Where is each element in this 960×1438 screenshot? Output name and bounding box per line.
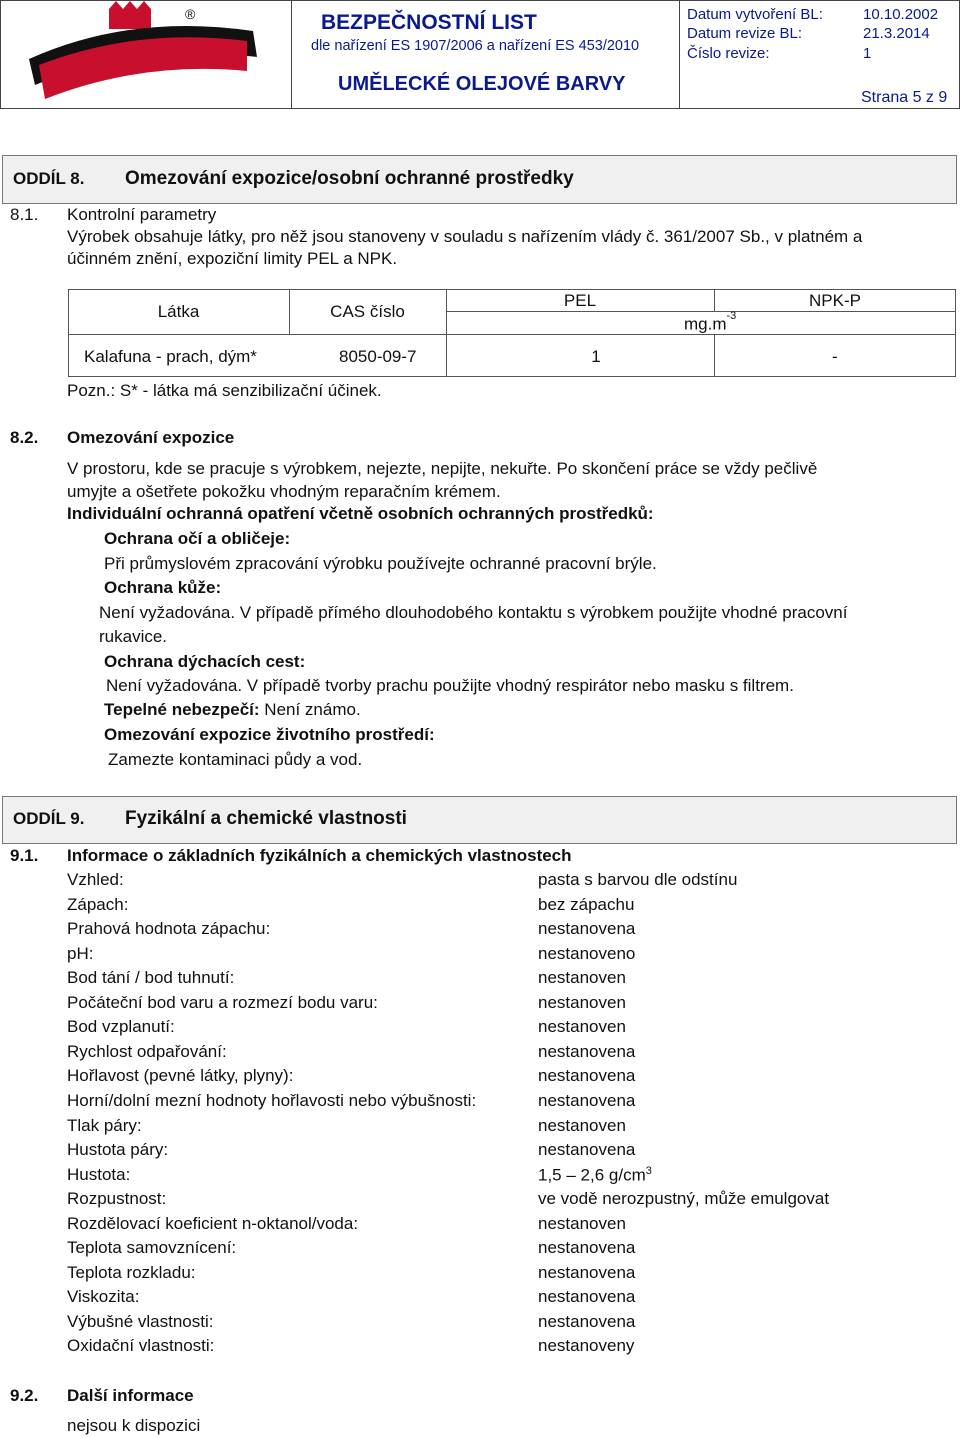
property-value: nestanovena (538, 1042, 636, 1061)
regulation-text: dle nařízení ES 1907/2006 a nařízení ES 453/2010 (311, 38, 640, 54)
property-value: 1,5 – 2,6 $g/cm^3$ (538, 1165, 652, 1185)
property-label: Rozdělovací koeficient n-oktanol/voda: (67, 1214, 359, 1233)
section-8-bar (2, 155, 957, 204)
property-value: nestanoven (538, 1214, 626, 1233)
property-label: Tlak páry: (67, 1116, 142, 1135)
col-header-npk: NPK-P (809, 291, 861, 310)
property-label: Oxidační vlastnosti: (67, 1336, 215, 1355)
property-label: Bod tání / bod tuhnutí: (67, 968, 235, 987)
section-9-title: Fyzikální a chemické vlastnosti (125, 808, 407, 829)
property-label: pH: (67, 944, 94, 963)
revised-label: Datum revize BL: (687, 25, 803, 42)
section-9-bar (2, 796, 957, 844)
property-value: nestanovena (538, 1287, 636, 1306)
svg-text:®: ® (185, 6, 196, 22)
svg-text:✦: ✦ (139, 73, 155, 93)
exposure-limits-table (68, 289, 956, 377)
document-header (0, 0, 960, 109)
subsection-8-1-title: Kontrolní parametry (67, 205, 217, 224)
property-value: ve vodě nerozpustný, může emulgovat (538, 1189, 830, 1208)
table-note: Pozn.: S* - látka má senzibilizační účinek. (67, 381, 382, 400)
subsection-8-1-text-1: Výrobek obsahuje látky, pro něž jsou stanoveny v souladu s nařízením vlády č. 361/2007 Sb., v platném a (67, 227, 863, 246)
unit-label: $mg.m^{-3}$ (684, 310, 737, 334)
property-value: nestanoven (538, 1116, 626, 1135)
revision-value: 1 (863, 45, 872, 62)
subsection-9-2-number: 9.2. (10, 1386, 39, 1405)
property-label: Rychlost odpařování: (67, 1042, 227, 1061)
property-label: Viskozita: (67, 1287, 140, 1306)
logo-cell (1, 1, 292, 108)
property-label: Rozpustnost: (67, 1189, 167, 1208)
property-value: nestanovena (538, 1066, 636, 1085)
skin-heading: Ochrana kůže: (104, 578, 222, 597)
subsection-9-1-number: 9.1. (10, 846, 39, 865)
property-label: Hořlavost (pevné látky, plyny): (67, 1066, 294, 1085)
property-label: Horní/dolní mezní hodnoty hořlavosti nebo výbušnosti: (67, 1091, 477, 1110)
revision-label: Číslo revize: (687, 45, 770, 62)
property-value: nestanoven (538, 993, 626, 1012)
eyes-heading: Ochrana očí a obličeje: (104, 529, 291, 548)
environment-heading: Omezování expozice životního prostředí: (104, 725, 435, 744)
subsection-8-2-text-2: umyjte a ošetřete pokožku vhodným reparačním krémem. (67, 482, 501, 501)
skin-text-2: rukavice. (99, 627, 168, 646)
property-label: Bod vzplanutí: (67, 1017, 175, 1036)
property-label: Hustota páry: (67, 1140, 169, 1159)
subsection-8-1-number: 8.1. (10, 205, 39, 224)
property-value: nestanovena (538, 1238, 636, 1257)
property-label: Vzhled: (67, 870, 124, 889)
property-value: pasta s barvou dle odstínu (538, 870, 738, 889)
property-label: Prahová hodnota zápachu: (67, 919, 271, 938)
property-value: nestanovena (538, 1263, 636, 1282)
subsection-9-2-title: Další informace (67, 1386, 194, 1405)
property-value: nestanoveno (538, 944, 636, 963)
subsection-8-1-text-2: účinném znění, expoziční limity PEL a NPK. (67, 249, 398, 268)
subsection-8-2-title: Omezování expozice (67, 428, 235, 447)
property-label: Výbušné vlastnosti: (67, 1312, 214, 1331)
subsection-8-2-number: 8.2. (10, 428, 39, 447)
ppe-heading: Individuální ochranná opatření včetně osobních ochranných prostředků: (67, 504, 654, 523)
section-8-number: ODDÍL 8. (13, 169, 85, 188)
property-label: Teplota samovznícení: (67, 1238, 237, 1257)
property-value: nestanovena (538, 1140, 636, 1159)
page-number: Strana 5 z 9 (861, 89, 948, 106)
subsection-9-1-title: Informace o základních fyzikálních a chemických vlastnostech (67, 846, 572, 865)
col-header-pel: PEL (563, 291, 597, 310)
environment-text: Zamezte kontaminaci půdy a vod. (108, 750, 363, 769)
respiratory-heading: Ochrana dýchacích cest: (104, 652, 306, 671)
section-9-number: ODDÍL 9. (13, 809, 85, 828)
product-name: UMĚLECKÉ OLEJOVÉ BARVY (338, 73, 626, 95)
subsection-9-2-text: nejsou k dispozici (67, 1416, 201, 1435)
property-value: nestanovena (538, 919, 636, 938)
property-label: Hustota: (67, 1165, 131, 1184)
property-value: nestanoveny (538, 1336, 635, 1355)
koh-i-noor-logo (1, 1, 291, 108)
property-label: Teplota rozkladu: (67, 1263, 196, 1282)
property-value: nestanovena (538, 1312, 636, 1331)
row-latka: Kalafuna - prach, dým* (84, 347, 257, 366)
property-value: nestanoven (538, 968, 626, 987)
col-header-latka: Látka (157, 302, 200, 321)
subsection-8-2-text-1: V prostoru, kde se pracuje s výrobkem, nejezte, nepijte, nekuřte. Po skončení práce se vždy pečlivě (67, 459, 818, 478)
property-label: Počáteční bod varu a rozmezí bodu varu: (67, 993, 378, 1012)
row-npk: - (832, 347, 838, 366)
row-pel: 1 (591, 347, 601, 366)
property-label: Zápach: (67, 895, 129, 914)
revised-value: 21.3.2014 (863, 25, 930, 42)
col-header-cas: CAS číslo (330, 302, 405, 321)
eyes-text: Při průmyslovém zpracování výrobku používejte ochranné pracovní brýle. (104, 554, 657, 573)
created-label: Datum vytvoření BL: (687, 6, 823, 23)
created-value: 10.10.2002 (863, 6, 939, 23)
thermal-hazard: Tepelné nebezpečí: Není známo. (104, 700, 361, 719)
document-title: BEZPEČNOSTNÍ LIST (321, 11, 537, 34)
property-value: bez zápachu (538, 895, 635, 914)
row-cas: 8050-09-7 (339, 347, 417, 366)
respiratory-text: Není vyžadována. V případě tvorby prachu použijte vhodný respirátor nebo masku s filtrem. (106, 676, 794, 695)
property-value: nestanovena (538, 1091, 636, 1110)
section-8-title: Omezování expozice/osobní ochranné prostředky (125, 168, 574, 189)
property-value: nestanoven (538, 1017, 626, 1036)
skin-text-1: Není vyžadována. V případě přímého dlouhodobého kontaktu s výrobkem použijte vhodné pracovní (99, 603, 848, 622)
